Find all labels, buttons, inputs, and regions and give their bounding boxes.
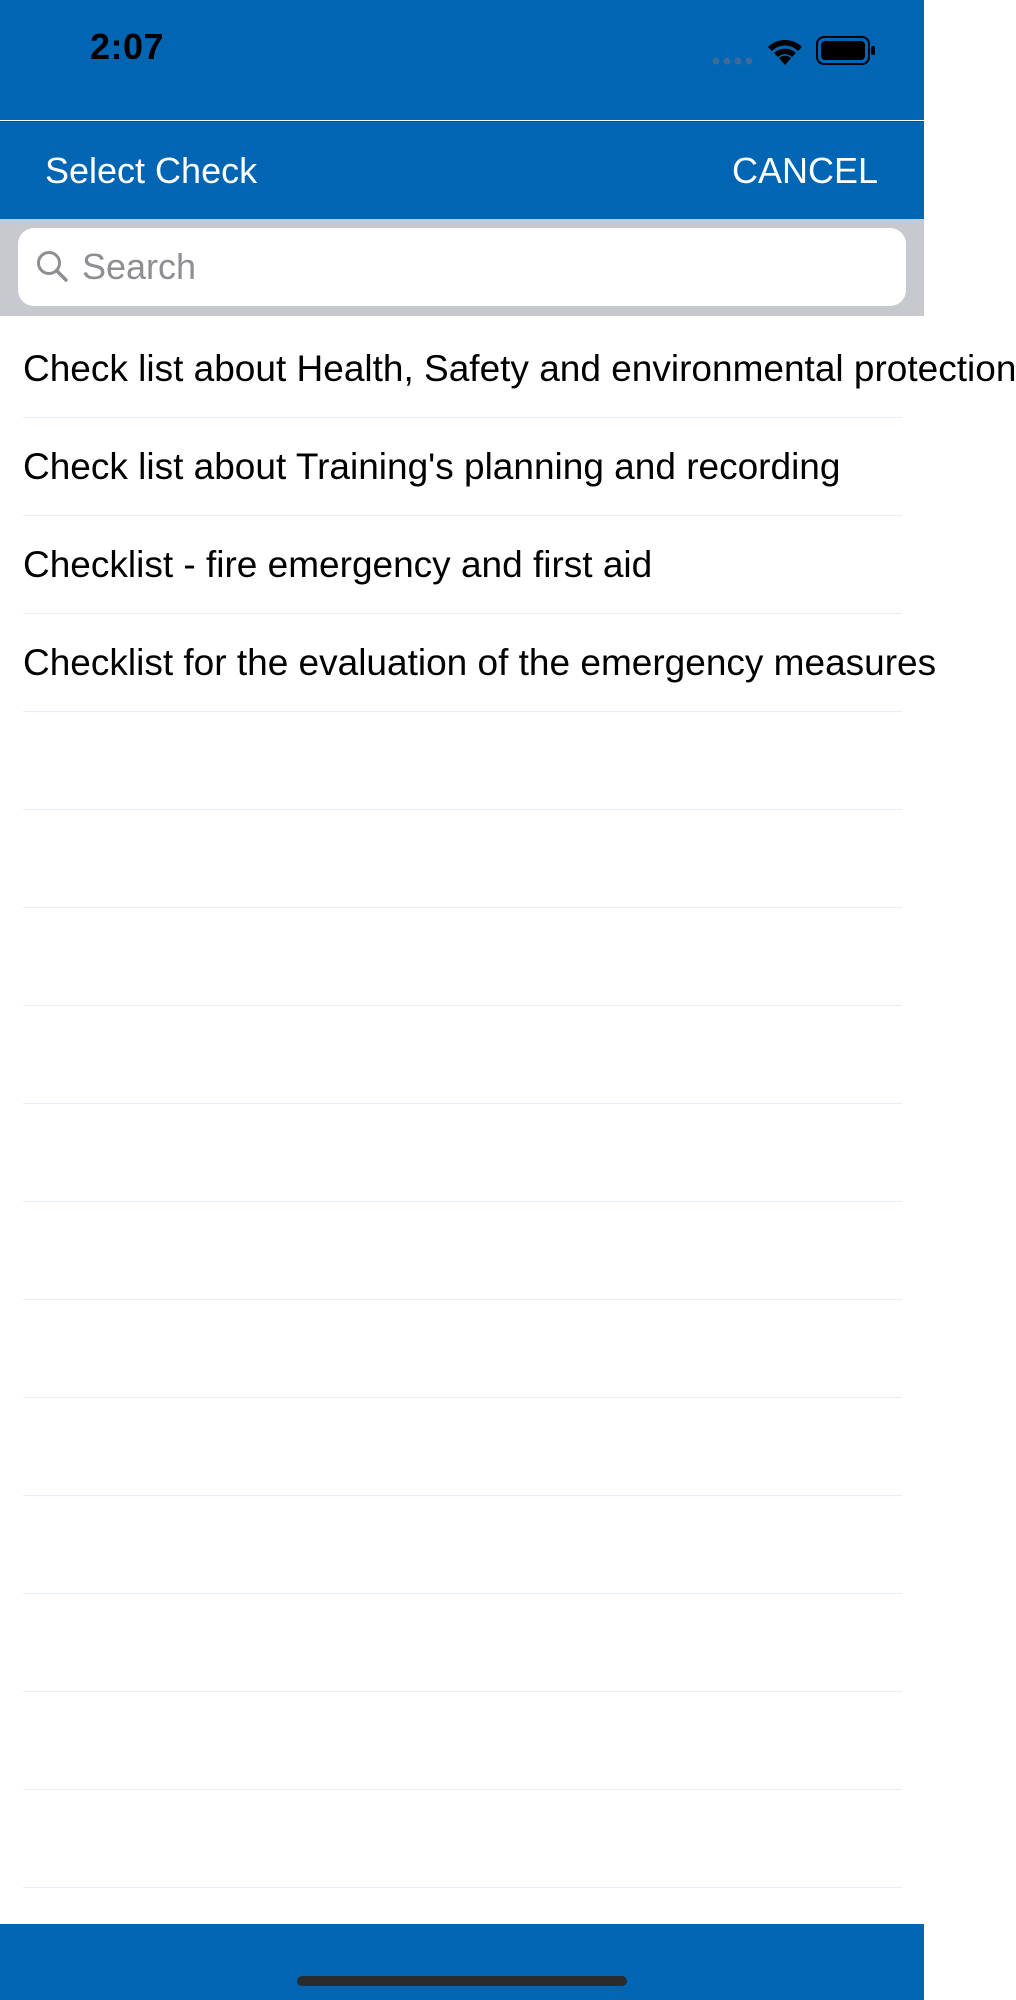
search-box[interactable]	[18, 228, 906, 306]
search-icon	[35, 249, 71, 290]
empty-row	[23, 1300, 902, 1398]
list-item-label: Checklist for the evaluation of the emergency measures	[23, 641, 937, 683]
cellular-signal-icon	[712, 54, 754, 72]
empty-row	[23, 1594, 902, 1692]
navigation-bar	[0, 121, 924, 220]
list-item[interactable]	[23, 418, 902, 516]
empty-row	[23, 1006, 902, 1104]
empty-row	[23, 1202, 902, 1300]
status-bar	[0, 0, 924, 120]
wifi-icon	[764, 35, 806, 72]
empty-row	[23, 712, 902, 810]
list-item-label: Check list about Training's planning and recording	[23, 445, 841, 487]
status-time: 2:07	[90, 26, 165, 67]
empty-row	[23, 1398, 902, 1496]
list-item-label: Checklist - fire emergency and first aid	[23, 543, 653, 585]
empty-row	[23, 1104, 902, 1202]
list-item[interactable]	[23, 614, 937, 712]
battery-icon	[816, 36, 876, 71]
search-input[interactable]	[82, 228, 882, 306]
empty-row	[23, 810, 902, 908]
cancel-button[interactable]: CANCEL	[731, 150, 878, 191]
bottom-bar	[0, 1924, 924, 2000]
check-list	[0, 320, 1016, 1924]
list-item-label: Check list about Health, Safety and environmental protection	[23, 347, 1016, 389]
search-bar	[0, 219, 924, 316]
page-title: Select Check	[45, 150, 258, 191]
home-indicator[interactable]	[297, 1976, 627, 1986]
list-item[interactable]	[23, 320, 1016, 418]
empty-row	[23, 1790, 902, 1888]
empty-row	[23, 1496, 902, 1594]
list-item[interactable]	[23, 516, 902, 614]
empty-row	[23, 1692, 902, 1790]
empty-row	[23, 908, 902, 1006]
